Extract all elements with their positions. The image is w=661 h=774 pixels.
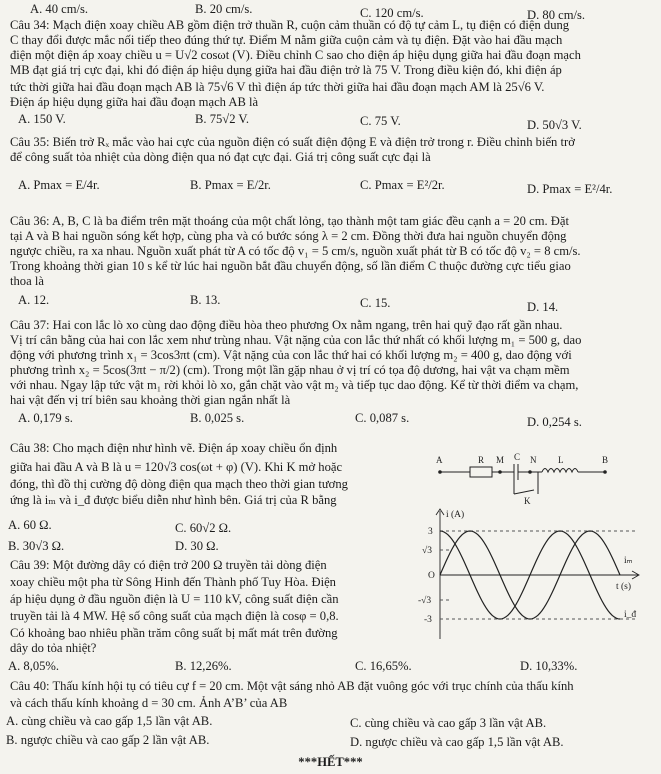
q33-answer-d: D. 80 cm/s. [527,8,586,22]
q39-line-2: xoay chiều một pha từ Sông Hinh đến Thành phố Tuy Hòa. Điện [10,575,336,589]
q37-answer-d: D. 0,254 s. [527,415,582,429]
q39-answer-d: D. 10,33%. [520,659,578,673]
q37-line-1: Câu 37: Hai con lắc lò xo cùng dao động điều hòa theo phương Ox nằm ngang, trên hai quỹ đạo rất gần nhau. [10,318,563,332]
q34-line-4: MB đạt giá trị cực đại, khi đó điện áp hiệu dụng giữa hai đầu điện trở là 75 V. Trong điều kiện đó, khi điện áp [10,63,562,77]
current-graph [410,505,655,645]
q34-line-3: điện một điện áp xoay chiều u = U√2 cosωt (V). Điều chỉnh C sao cho điện áp hiệu dụng giữa hai đầu đoạn mạch [10,48,581,62]
q39-answer-c: C. 16,65%. [355,659,412,673]
q37-line-3: động với phương trình x₁ = 3cos3πt (cm). Vật nặng của con lắc thứ hai có khối lượng m₂ = 400 g, dao động với [10,348,572,362]
q34-answer-b: B. 75√2 V. [195,112,250,126]
tick-neg-3: -3 [424,615,432,625]
q39-line-4: truyền tải là 4 MW. Hệ số công suất của mạch điện là cosφ = 0,8. [10,609,339,623]
q35-line-1: Câu 35: Biến trở Rₓ mắc vào hai cực của nguồn điện có suất điện động E và điện trở trong r. Điều chỉnh biến trở [10,135,575,149]
q37-line-2: Vị trí cân bằng của hai con lắc xem như trùng nhau. Vật nặng của con lắc thứ nhất có khối lượng m₁ = 500 g, dao [10,333,582,347]
node-n-label: N [530,455,537,465]
q38-answer-d: D. 30 Ω. [175,539,219,553]
q40-answer-c: C. cùng chiều và cao gấp 3 lần vật AB. [350,716,547,730]
q37-line-5: với nhau. Ngay lập tức vật m₁ rời khỏi lò xo, gắn chặt vào vật m₂ và tiếp tục dao động. Kể từ thời điểm va chạm, [10,378,579,392]
q35-answer-c: C. Pmax = E²/2r. [360,178,445,192]
q40-answer-b: B. ngược chiều và cao gấp 2 lần vật AB. [6,733,210,747]
q33-answer-b: B. 20 cm/s. [195,2,253,16]
q35-answer-d: D. Pmax = E²/4r. [527,182,613,196]
q38-answer-c: C. 60√2 Ω. [175,521,232,535]
capacitor-label: C [514,452,521,462]
q36-answer-b: B. 13. [190,293,221,307]
q39-line-6: dây do tỏa nhiệt? [10,641,97,655]
q34-answer-d: D. 50√3 V. [527,118,582,132]
q39-line-5: Có khoảng bao nhiêu phần trăm công suất bị mất mát trên đường [10,626,338,640]
q39-answer-a: A. 8,05%. [8,659,60,673]
q39-line-3: áp hiệu dụng ở đầu nguồn điện là U = 110 kV, công suất điện cần [10,592,339,606]
q35-answer-a: A. Pmax = E/4r. [18,178,100,192]
y-axis-label: i (A) [446,510,465,520]
q37-line-4: phương trình x₂ = 5cos(3πt − π/2) (cm). Trong một lần gặp nhau ở vị trí có tọa độ dương, hai vật va chạm mềm [10,363,570,377]
q38-answer-b: B. 30√3 Ω. [8,539,65,553]
q39-answer-b: B. 12,26%. [175,659,232,673]
q37-answer-b: B. 0,025 s. [190,411,245,425]
q34-answer-c: C. 75 V. [360,114,401,128]
q36-line-1: Câu 36: A, B, C là ba điểm trên mặt thoáng của một chất lỏng, tạo thành một tam giác đều cạnh a = 20 cm. Đặt [10,214,569,228]
switch-label: K [524,496,531,506]
q34-line-5: tức thời giữa hai đầu đoạn mạch AB là 75√6 V thì điện áp tức thời giữa hai đầu đoạn mạch AM là 25√6 V. [10,80,545,94]
q33-answer-a: A. 40 cm/s. [30,2,89,16]
q40-answer-a: A. cùng chiều và cao gấp 1,5 lần vật AB. [6,714,213,728]
q33-answer-c: C. 120 cm/s. [360,6,424,20]
q34-line-2: C thay đổi được mắc nối tiếp theo đúng thứ tự. Điểm M nằm giữa cuộn cảm và tụ điện. Đặt vào hai đầu mạch [10,33,563,47]
q38-line-3: đóng, thì đồ thị cường độ dòng điện qua mạch theo thời gian tương [10,477,348,491]
tick-sqrt3: √3 [422,546,432,556]
q37-answer-c: C. 0,087 s. [355,411,410,425]
q36-line-4: Trong khoảng thời gian 10 s kể từ lúc hai nguồn bắt đầu chuyển động, số lần điểm C thuộc đường cực tiểu giao [10,259,571,273]
q36-answer-c: C. 15. [360,296,391,310]
q36-line-5: thoa là [10,274,44,288]
inductor-label: L [558,455,564,465]
q40-answer-d: D. ngược chiều và cao gấp 1,5 lần vật AB. [350,735,564,749]
q40-line-2: và cách thấu kính khoảng d = 30 cm. Ảnh A’B’ của AB [10,696,288,710]
tick-neg-sqrt3: -√3 [418,596,432,606]
curve-d-label: i_đ [624,610,637,620]
circuit-diagram [430,450,650,510]
q34-line-1: Câu 34: Mạch điện xoay chiều AB gồm điện trở thuần R, cuộn cảm thuần có độ tự cảm L, tụ điện có điện dung [10,18,570,32]
q36-line-3: ngược chiều, ra xa nhau. Nguồn xuất phát từ A có tốc độ v₁ = 5 cm/s, nguồn xuất phát từ B có tốc độ v₂ = 8 cm/s. [10,244,581,258]
node-m-label: M [496,455,505,465]
q35-answer-b: B. Pmax = E/2r. [190,178,271,192]
tick-origin: O [428,571,435,581]
q37-line-6: hai vật đến vị trí biên sau khoảng thời gian ngắn nhất là [10,393,291,407]
q38-answer-a: A. 60 Ω. [8,518,52,532]
x-axis-label: t (s) [616,582,632,592]
q34-answer-a: A. 150 V. [18,112,66,126]
q36-answer-a: A. 12. [18,293,50,307]
q38-line-4: ứng là iₘ và i_đ được biểu diễn như hình bên. Giá trị của R bằng [10,493,337,507]
q36-answer-d: D. 14. [527,300,559,314]
q37-answer-a: A. 0,179 s. [18,411,73,425]
q35-line-2: để công suất tỏa nhiệt của dòng điện qua nó đạt cực đại. Giá trị công suất cực đại là [10,150,431,164]
q39-line-1: Câu 39: Một đường dây có điện trở 200 Ω truyền tải dòng điện [10,558,327,572]
node-a-label: A [436,455,443,465]
tick-3: 3 [428,527,433,537]
resistor-label: R [478,455,485,465]
end-marker: ***HẾT*** [298,755,363,769]
node-b-label: B [602,455,609,465]
q36-line-2: tại A và B hai nguồn sóng kết hợp, cùng pha và có bước sóng λ = 2 cm. Đồng thời đưa hai nguồn chuyển động [10,229,567,243]
q38-line-1: Câu 38: Cho mạch điện như hình vẽ. Điện áp xoay chiều ổn định [10,441,338,455]
q34-line-6: Điện áp hiệu dụng giữa hai đầu đoạn mạch AB là [10,95,259,109]
q40-line-1: Câu 40: Thấu kính hội tụ có tiêu cự f = 20 cm. Một vật sáng nhỏ AB đặt vuông góc với trục chính của thấu kính [10,679,574,693]
curve-m-label: iₘ [624,556,633,566]
q38-line-2: giữa hai đầu A và B là u = 120√3 cos(ωt + φ) (V). Khi K mở hoặc [10,460,343,474]
